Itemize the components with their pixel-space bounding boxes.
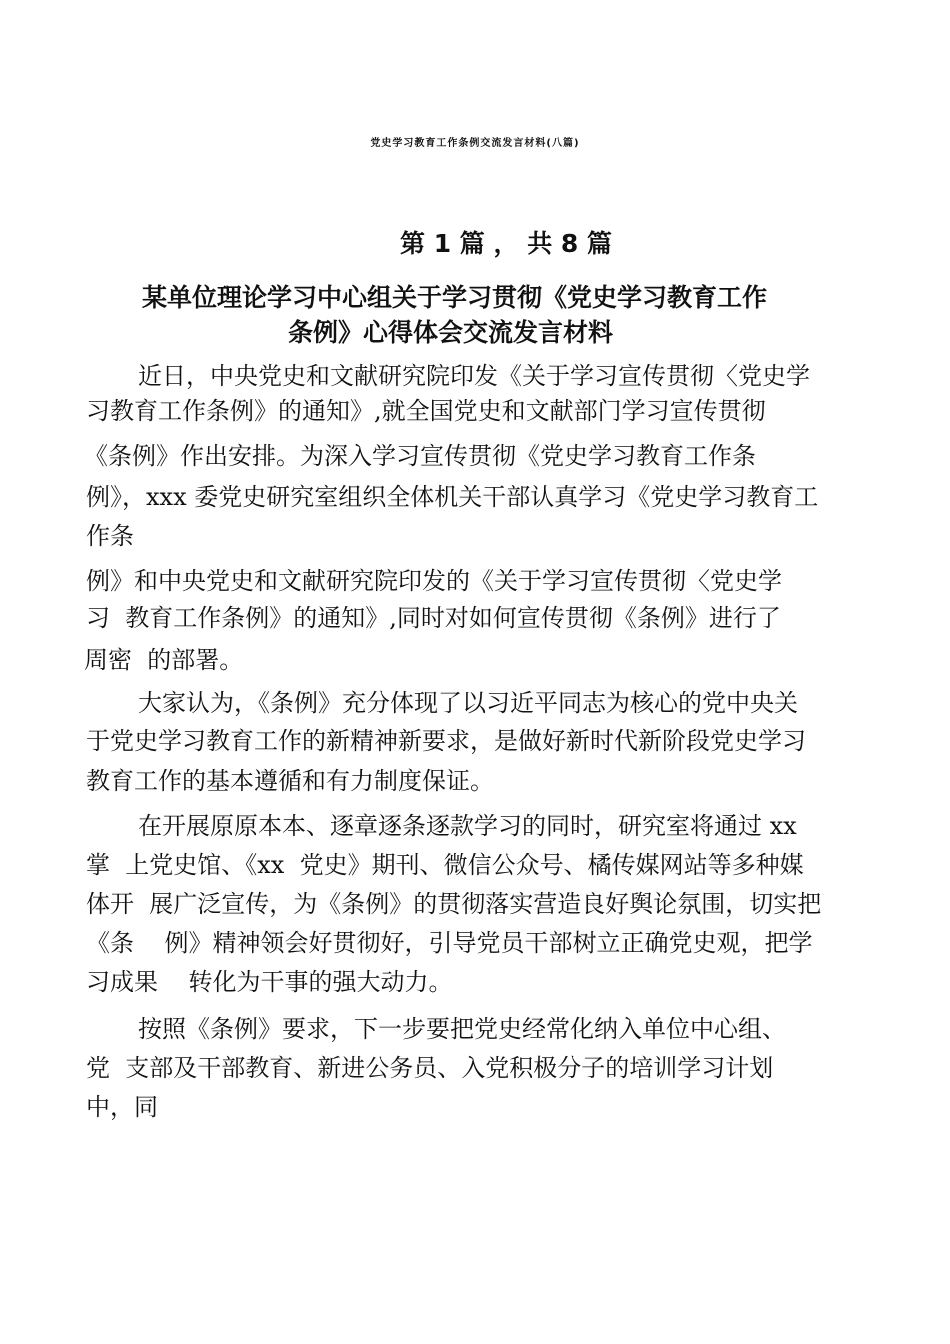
body-line: 党 支部及干部教育、新进公务员、入党积极分子的培训学习计划 xyxy=(86,1054,774,1082)
body-line: 作条 xyxy=(86,522,134,550)
body-line: 例》和中央党史和文献研究院印发的《关于学习宣传贯彻〈党史学 xyxy=(86,567,782,595)
document-title: 党史学习教育工作条例交流发言材料(八篇) xyxy=(370,138,580,149)
body-line: 于党史学习教育工作的新精神新要求，是做好新时代新阶段党史学习 xyxy=(86,727,806,755)
part-heading: 第 1 篇 ， 共 8 篇 xyxy=(400,229,613,258)
body-line: 教育工作的基本遵循和有力制度保证。 xyxy=(86,767,494,795)
subtitle-line: 某单位理论学习中心组关于学习贯彻《党史学习教育工作 xyxy=(142,283,768,312)
body-line: 大家认为，《条例》充分体现了以习近平同志为核心的党中央关 xyxy=(138,689,798,717)
subtitle-line: 条例》心得体会交流发言材料 xyxy=(288,318,614,347)
body-line: 习教育工作条例》的通知》,就全国党史和文献部门学习宣传贯彻 xyxy=(86,397,766,425)
body-line: 周密 的部署。 xyxy=(84,646,244,674)
body-line: 习 教育工作条例》的通知》,同时对如何宣传贯彻《条例》进行了 xyxy=(86,604,781,632)
body-line: 近日，中央党史和文献研究院印发《关于学习宣传贯彻〈党史学 xyxy=(138,362,810,390)
body-line: 《条 例》精神领会好贯彻好，引导党员干部树立正确党史观，把学 xyxy=(86,929,813,957)
body-line: 习成果 转化为干事的强大动力。 xyxy=(86,968,453,996)
body-line: 体开 展广泛宣传，为《条例》的贯彻落实营造良好舆论氛围，切实把 xyxy=(86,890,822,918)
body-line: 例》，xxx 委党史研究室组织全体机关干部认真学习《党史学习教育工 xyxy=(86,483,819,511)
body-line: 中，同 xyxy=(86,1093,158,1121)
body-line: 在开展原原本本、逐章逐条逐款学习的同时，研究室将通过 xx xyxy=(138,812,797,840)
body-line: 按照《条例》要求，下一步要把党史经常化纳入单位中心组、 xyxy=(138,1015,786,1043)
body-line: 《条例》作出安排。为深入学习宣传贯彻《党史学习教育工作条 xyxy=(84,442,756,470)
body-line: 掌 上党史馆、《xx 党史》期刊、微信公众号、橘传媒网站等多种媒 xyxy=(86,851,804,879)
